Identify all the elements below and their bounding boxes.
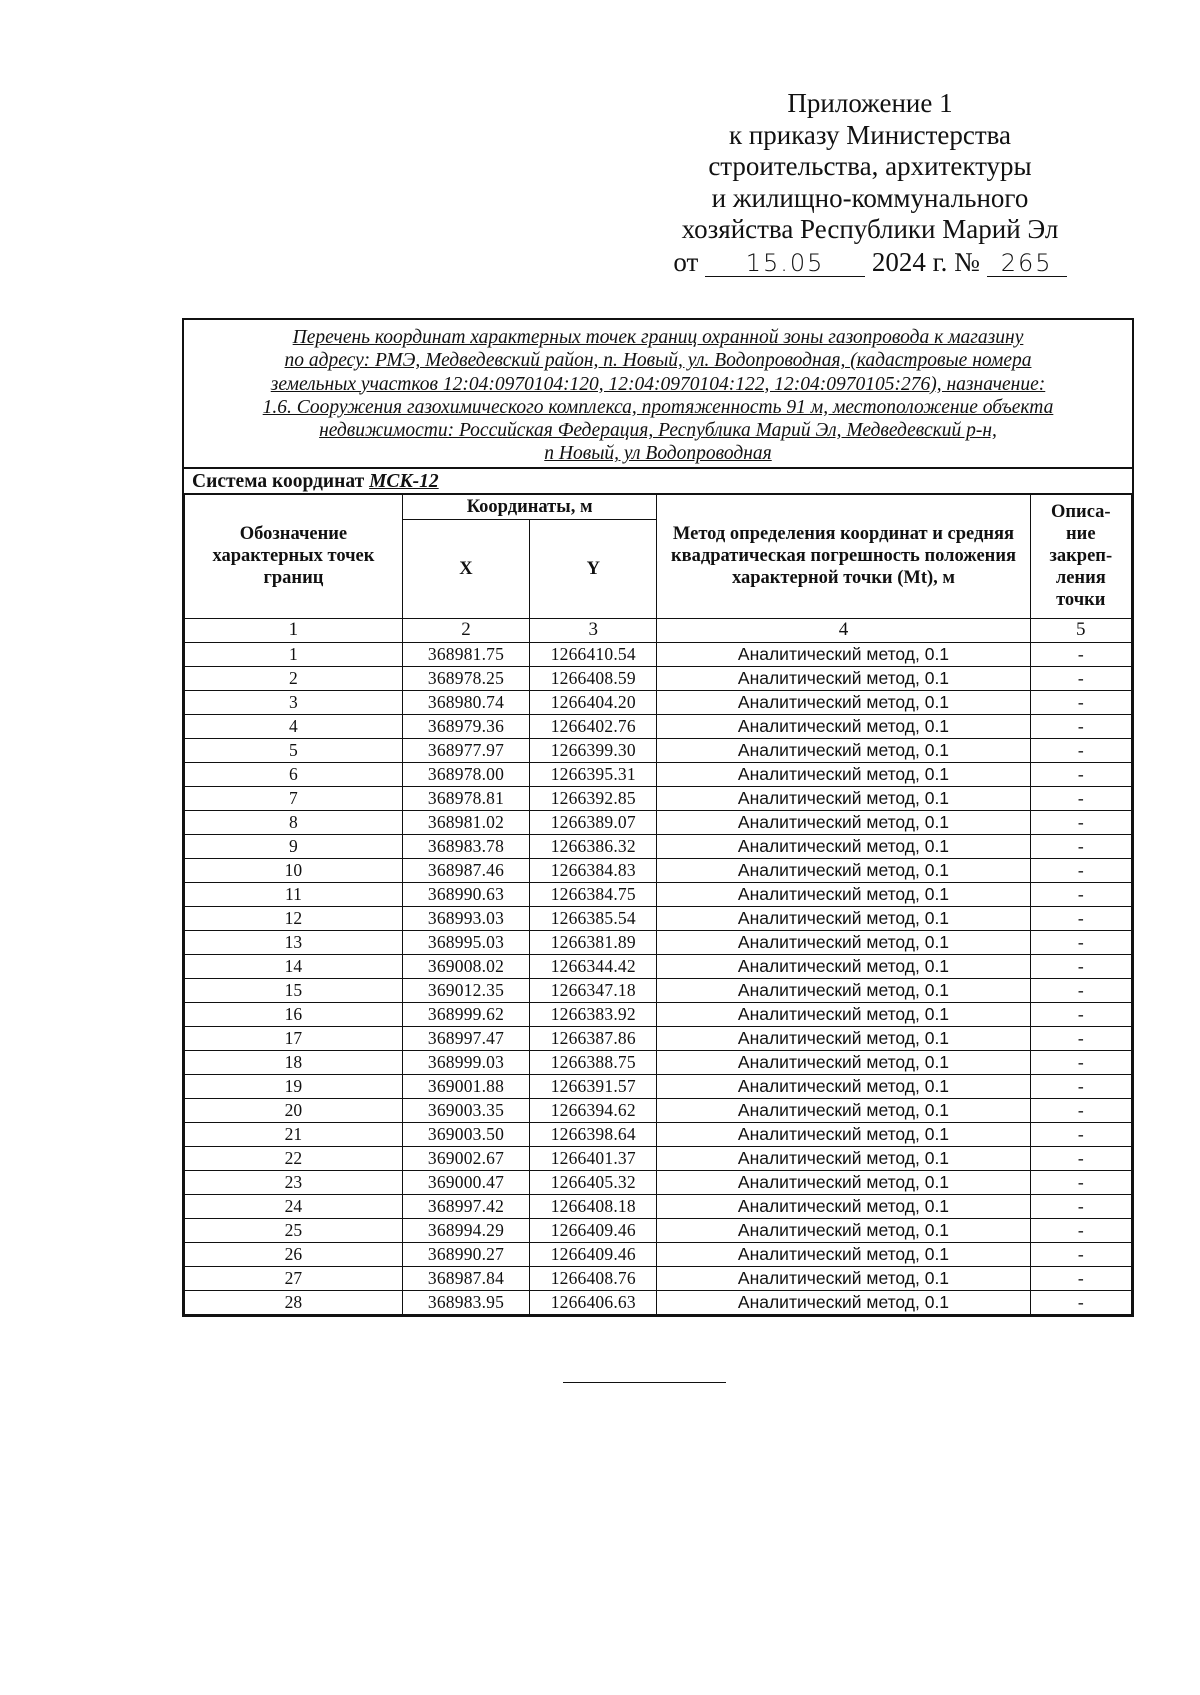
cell-method: Аналитический метод, 0.1 <box>657 834 1030 858</box>
table-row <box>185 882 1132 906</box>
header-coordinates: Координаты, м <box>402 494 657 519</box>
title-line: п Новый, ул Водопроводная <box>544 443 772 465</box>
cell-x: 368987.84 <box>402 1266 529 1290</box>
date-prefix: от <box>673 246 699 277</box>
cell-point-number: 13 <box>185 930 403 954</box>
cell-method: Аналитический метод, 0.1 <box>657 738 1030 762</box>
column-number: 1 <box>185 618 403 642</box>
cell-point-number: 5 <box>185 738 403 762</box>
cell-fixing-description: - <box>1030 1146 1131 1170</box>
cell-x: 368997.42 <box>402 1194 529 1218</box>
cell-fixing-description: - <box>1030 1290 1131 1314</box>
cell-point-number: 7 <box>185 786 403 810</box>
cell-point-number: 2 <box>185 666 403 690</box>
cell-method: Аналитический метод, 0.1 <box>657 1218 1030 1242</box>
cell-point-number: 8 <box>185 810 403 834</box>
cell-fixing-description: - <box>1030 882 1131 906</box>
header-description-line: ние <box>1066 524 1096 545</box>
cell-point-number: 1 <box>185 642 403 666</box>
coordinate-system-value: МСК-12 <box>369 470 439 492</box>
coordinates-table <box>184 494 1132 1315</box>
coordinates-document-table <box>182 318 1134 1317</box>
cell-point-number: 27 <box>185 1266 403 1290</box>
title-line: недвижимости: Российская Федерация, Республика Марий Эл, Медведевский р-н, <box>319 420 997 442</box>
cell-point-number: 6 <box>185 762 403 786</box>
table-row <box>185 858 1132 882</box>
cell-x: 368979.36 <box>402 714 529 738</box>
cell-method: Аналитический метод, 0.1 <box>657 954 1030 978</box>
cell-method: Аналитический метод, 0.1 <box>657 1050 1030 1074</box>
cell-x: 368978.25 <box>402 666 529 690</box>
cell-y: 1266391.57 <box>530 1074 657 1098</box>
cell-method: Аналитический метод, 0.1 <box>657 1242 1030 1266</box>
header-description-line: Описа- <box>1051 502 1111 523</box>
cell-point-number: 24 <box>185 1194 403 1218</box>
cell-method: Аналитический метод, 0.1 <box>657 906 1030 930</box>
cell-fixing-description: - <box>1030 906 1131 930</box>
cell-x: 368980.74 <box>402 690 529 714</box>
header-description-line: закреп- <box>1049 546 1113 567</box>
cell-x: 368999.62 <box>402 1002 529 1026</box>
cell-x: 369001.88 <box>402 1074 529 1098</box>
cell-fixing-description: - <box>1030 1218 1131 1242</box>
title-line: Перечень координат характерных точек границ охранной зоны газопровода к магазину <box>292 327 1024 348</box>
cell-fixing-description: - <box>1030 690 1131 714</box>
cell-method: Аналитический метод, 0.1 <box>657 882 1030 906</box>
cell-y: 1266406.63 <box>530 1290 657 1314</box>
cell-method: Аналитический метод, 0.1 <box>657 1002 1030 1026</box>
cell-x: 369008.02 <box>402 954 529 978</box>
table-row <box>185 834 1132 858</box>
table-row <box>185 1266 1132 1290</box>
cell-y: 1266388.75 <box>530 1050 657 1074</box>
cell-y: 1266383.92 <box>530 1002 657 1026</box>
header-line: и жилищно-коммунального <box>711 182 1029 213</box>
cell-method: Аналитический метод, 0.1 <box>657 1146 1030 1170</box>
cell-method: Аналитический метод, 0.1 <box>657 1122 1030 1146</box>
cell-x: 369012.35 <box>402 978 529 1002</box>
cell-x: 368983.95 <box>402 1290 529 1314</box>
cell-x: 369002.67 <box>402 1146 529 1170</box>
cell-y: 1266401.37 <box>530 1146 657 1170</box>
cell-point-number: 19 <box>185 1074 403 1098</box>
table-row <box>185 1242 1132 1266</box>
cell-fixing-description: - <box>1030 786 1131 810</box>
cell-fixing-description: - <box>1030 810 1131 834</box>
cell-method: Аналитический метод, 0.1 <box>657 978 1030 1002</box>
cell-fixing-description: - <box>1030 666 1131 690</box>
table-row <box>185 738 1132 762</box>
cell-x: 368990.63 <box>402 882 529 906</box>
cell-method: Аналитический метод, 0.1 <box>657 666 1030 690</box>
cell-fixing-description: - <box>1030 834 1131 858</box>
table-row <box>185 1170 1132 1194</box>
table-row <box>185 810 1132 834</box>
title-line: по адресу: РМЭ, Медведевский район, п. Новый, ул. Водопроводная, (кадастровые номера <box>284 350 1032 372</box>
cell-point-number: 3 <box>185 690 403 714</box>
cell-method: Аналитический метод, 0.1 <box>657 930 1030 954</box>
header-x: X <box>402 519 529 618</box>
table-row <box>185 762 1132 786</box>
column-numbers-row <box>185 618 1132 642</box>
cell-x: 369003.35 <box>402 1098 529 1122</box>
title-line: земельных участков 12:04:0970104:120, 12:04:0970104:122, 12:04:0970105:276), назначение: <box>270 373 1046 395</box>
order-date-line <box>640 247 1100 279</box>
table-row <box>185 690 1132 714</box>
table-row <box>185 1122 1132 1146</box>
cell-x: 368977.97 <box>402 738 529 762</box>
column-number: 3 <box>530 618 657 642</box>
cell-point-number: 16 <box>185 1002 403 1026</box>
cell-fixing-description: - <box>1030 1194 1131 1218</box>
cell-y: 1266405.32 <box>530 1170 657 1194</box>
cell-y: 1266408.18 <box>530 1194 657 1218</box>
cell-fixing-description: - <box>1030 1266 1131 1290</box>
cell-y: 1266386.32 <box>530 834 657 858</box>
closing-rule-line <box>563 1382 726 1383</box>
cell-y: 1266389.07 <box>530 810 657 834</box>
cell-fixing-description: - <box>1030 858 1131 882</box>
column-number: 5 <box>1030 618 1131 642</box>
table-row <box>185 1194 1132 1218</box>
cell-x: 369000.47 <box>402 1170 529 1194</box>
table-row <box>185 930 1132 954</box>
cell-x: 368978.00 <box>402 762 529 786</box>
cell-method: Аналитический метод, 0.1 <box>657 1194 1030 1218</box>
cell-x: 368987.46 <box>402 858 529 882</box>
cell-y: 1266395.31 <box>530 762 657 786</box>
column-number: 2 <box>402 618 529 642</box>
cell-point-number: 15 <box>185 978 403 1002</box>
cell-y: 1266344.42 <box>530 954 657 978</box>
header-description-line: точки <box>1056 590 1106 611</box>
cell-y: 1266385.54 <box>530 906 657 930</box>
table-row <box>185 1002 1132 1026</box>
cell-y: 1266408.76 <box>530 1266 657 1290</box>
cell-point-number: 12 <box>185 906 403 930</box>
coordinate-system-label: Система координат <box>192 470 365 492</box>
cell-x: 369003.50 <box>402 1122 529 1146</box>
column-number: 4 <box>657 618 1030 642</box>
cell-point-number: 22 <box>185 1146 403 1170</box>
handwritten-date: 15.05 <box>705 250 865 277</box>
cell-x: 368997.47 <box>402 1026 529 1050</box>
table-row <box>185 1218 1132 1242</box>
table-row <box>185 786 1132 810</box>
cell-point-number: 18 <box>185 1050 403 1074</box>
cell-y: 1266402.76 <box>530 714 657 738</box>
cell-y: 1266409.46 <box>530 1242 657 1266</box>
cell-point-number: 14 <box>185 954 403 978</box>
cell-fixing-description: - <box>1030 1050 1131 1074</box>
year-text: 2024 г. № <box>871 246 980 277</box>
table-row <box>185 978 1132 1002</box>
cell-fixing-description: - <box>1030 1098 1131 1122</box>
cell-y: 1266387.86 <box>530 1026 657 1050</box>
header-line: строительства, архитектуры <box>708 151 1032 181</box>
cell-fixing-description: - <box>1030 978 1131 1002</box>
header-description-line: ления <box>1055 568 1106 589</box>
cell-fixing-description: - <box>1030 1122 1131 1146</box>
cell-fixing-description: - <box>1030 1002 1131 1026</box>
cell-y: 1266399.30 <box>530 738 657 762</box>
cell-method: Аналитический метод, 0.1 <box>657 1026 1030 1050</box>
cell-x: 368990.27 <box>402 1242 529 1266</box>
table-row <box>185 666 1132 690</box>
cell-fixing-description: - <box>1030 1026 1131 1050</box>
cell-y: 1266384.83 <box>530 858 657 882</box>
cell-y: 1266381.89 <box>530 930 657 954</box>
cell-method: Аналитический метод, 0.1 <box>657 810 1030 834</box>
header-line: к приказу Министерства <box>728 119 1012 150</box>
cell-point-number: 25 <box>185 1218 403 1242</box>
cell-fixing-description: - <box>1030 1242 1131 1266</box>
cell-y: 1266398.64 <box>530 1122 657 1146</box>
cell-x: 368993.03 <box>402 906 529 930</box>
table-title <box>184 320 1132 469</box>
cell-method: Аналитический метод, 0.1 <box>657 762 1030 786</box>
cell-point-number: 10 <box>185 858 403 882</box>
cell-fixing-description: - <box>1030 738 1131 762</box>
handwritten-order-number: 265 <box>987 250 1067 277</box>
cell-fixing-description: - <box>1030 954 1131 978</box>
cell-x: 368978.81 <box>402 786 529 810</box>
cell-x: 368999.03 <box>402 1050 529 1074</box>
cell-point-number: 20 <box>185 1098 403 1122</box>
title-line: 1.6. Сооружения газохимического комплекса, протяженность 91 м, местоположение объекта <box>262 396 1054 418</box>
cell-method: Аналитический метод, 0.1 <box>657 1074 1030 1098</box>
cell-method: Аналитический метод, 0.1 <box>657 1290 1030 1314</box>
cell-y: 1266404.20 <box>530 690 657 714</box>
cell-y: 1266410.54 <box>530 642 657 666</box>
coordinate-system <box>184 469 1132 494</box>
cell-fixing-description: - <box>1030 762 1131 786</box>
header-method: Метод определения координат и средняя квадратическая погрешность положения характерной точки (Mt), м <box>657 494 1030 618</box>
header-y: Y <box>530 519 657 618</box>
cell-method: Аналитический метод, 0.1 <box>657 642 1030 666</box>
cell-point-number: 28 <box>185 1290 403 1314</box>
cell-fixing-description: - <box>1030 930 1131 954</box>
cell-fixing-description: - <box>1030 642 1131 666</box>
cell-x: 368981.75 <box>402 642 529 666</box>
header-line: Приложение 1 <box>787 88 953 118</box>
cell-point-number: 23 <box>185 1170 403 1194</box>
cell-point-number: 9 <box>185 834 403 858</box>
table-row <box>185 1290 1132 1314</box>
cell-method: Аналитический метод, 0.1 <box>657 1170 1030 1194</box>
cell-y: 1266409.46 <box>530 1218 657 1242</box>
cell-x: 368983.78 <box>402 834 529 858</box>
header-line: хозяйства Республики Марий Эл <box>681 214 1059 244</box>
cell-point-number: 4 <box>185 714 403 738</box>
cell-point-number: 21 <box>185 1122 403 1146</box>
cell-fixing-description: - <box>1030 1170 1131 1194</box>
cell-fixing-description: - <box>1030 714 1131 738</box>
table-body <box>185 642 1132 1314</box>
cell-y: 1266384.75 <box>530 882 657 906</box>
cell-method: Аналитический метод, 0.1 <box>657 714 1030 738</box>
cell-point-number: 17 <box>185 1026 403 1050</box>
cell-method: Аналитический метод, 0.1 <box>657 1098 1030 1122</box>
cell-point-number: 26 <box>185 1242 403 1266</box>
table-row <box>185 954 1132 978</box>
cell-fixing-description: - <box>1030 1074 1131 1098</box>
cell-method: Аналитический метод, 0.1 <box>657 690 1030 714</box>
cell-method: Аналитический метод, 0.1 <box>657 1266 1030 1290</box>
cell-x: 368994.29 <box>402 1218 529 1242</box>
table-row <box>185 714 1132 738</box>
cell-point-number: 11 <box>185 882 403 906</box>
cell-method: Аналитический метод, 0.1 <box>657 858 1030 882</box>
cell-y: 1266408.59 <box>530 666 657 690</box>
cell-method: Аналитический метод, 0.1 <box>657 786 1030 810</box>
cell-x: 368981.02 <box>402 810 529 834</box>
cell-x: 368995.03 <box>402 930 529 954</box>
table-row <box>185 1146 1132 1170</box>
cell-y: 1266392.85 <box>530 786 657 810</box>
appendix-header <box>640 88 1100 278</box>
header-designation: Обозначение характерных точек границ <box>185 494 403 618</box>
table-row <box>185 642 1132 666</box>
cell-y: 1266347.18 <box>530 978 657 1002</box>
table-row <box>185 906 1132 930</box>
table-row <box>185 1098 1132 1122</box>
cell-y: 1266394.62 <box>530 1098 657 1122</box>
table-row <box>185 1050 1132 1074</box>
header-description <box>1030 494 1131 618</box>
table-row <box>185 1026 1132 1050</box>
table-row <box>185 1074 1132 1098</box>
